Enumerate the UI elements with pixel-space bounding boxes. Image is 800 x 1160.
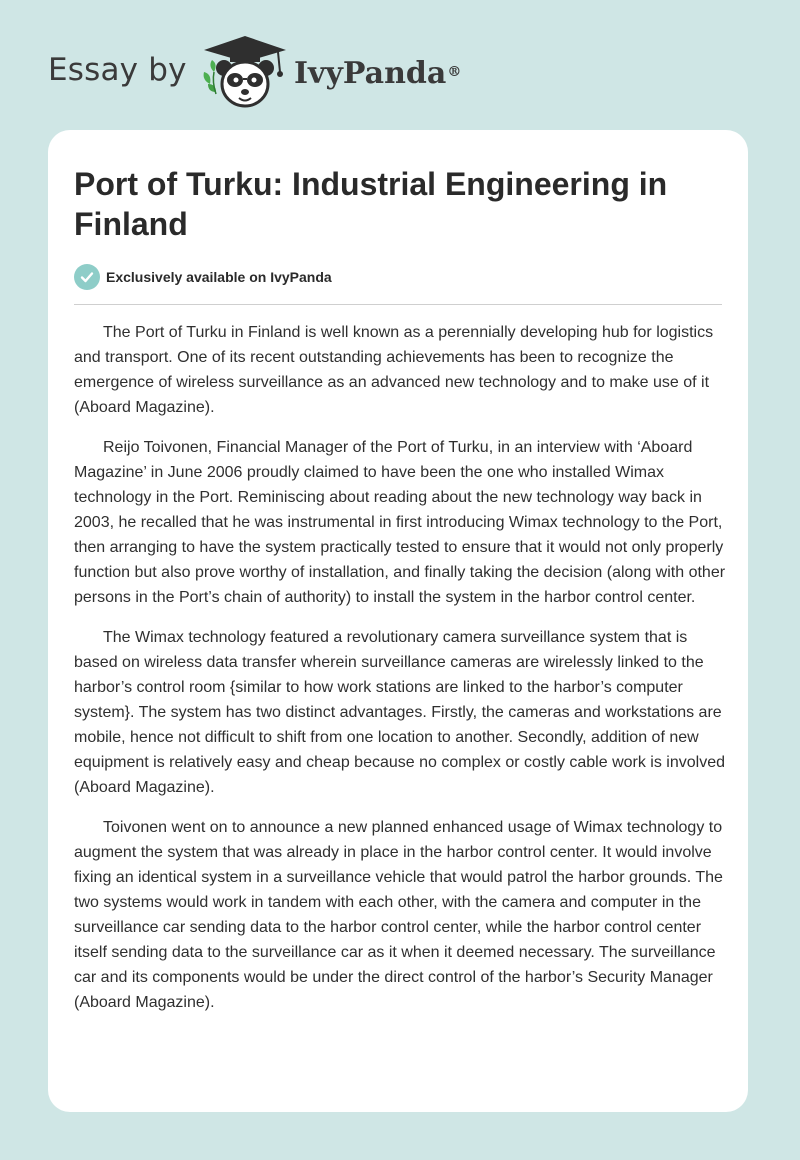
exclusive-badge	[74, 264, 332, 290]
check-icon	[74, 264, 100, 290]
ivy-leaf-icon	[204, 60, 216, 94]
divider	[74, 304, 722, 305]
essay-title: Port of Turku: Industrial Engineering in Finland	[74, 166, 668, 242]
exclusive-badge-text: Exclusively available on IvyPanda	[106, 269, 332, 285]
brand-name-text: IvyPanda	[294, 56, 447, 91]
site-header	[0, 0, 800, 120]
registered-mark: ®	[447, 64, 462, 80]
paragraph: The Wimax technology featured a revolutionary camera surveillance system that is based on wireless data transfer wherein surveillance cameras are wirelessly linked to the harbor’s control room {similar to how work stations are linked to the harbor’s computer system}. The system has two distinct advantages. Firstly, the cameras and workstations are mobile, hence not difficult to shift from one location to another. Secondly, addition of new equipment is relatively easy and cheap because no complex or costly cable work is involved (Aboard Magazine).	[74, 629, 726, 796]
paragraph: Reijo Toivonen, Financial Manager of the Port of Turku, in an interview with ‘Aboard Magazine’ in June 2006 proudly claimed to have been the one who installed Wimax technology in the Port. Reminiscing about reading about the new technology way back in 2003, he recalled that he was instrumental in first introducing Wimax technology to the Port, then arranging to have the system practically tested to ensure that it would not only properly function but also prove worthy of installation, and finally taking the decision (along with other persons in the Port’s chain of authority) to install the system in the harbor control center.	[74, 439, 726, 606]
essay-card	[48, 130, 748, 1112]
paragraph: The Port of Turku in Finland is well known as a perennially developing hub for logistics and transport. One of its recent outstanding achievements has been to recognize the emergence of wireless surveillance as an advanced new technology and to make use of it (Aboard Magazine).	[74, 324, 714, 416]
ivypanda-logo-icon[interactable]	[200, 32, 290, 112]
essay-by-label: Essay by	[48, 52, 187, 88]
paragraph: Toivonen went on to announce a new planned enhanced usage of Wimax technology to augment the system that was already in place in the harbor control center. It would involve fixing an identical system in a surveillance vehicle that would patrol the harbor grounds. The two systems would work in tandem with each other, with the camera and computer in the surveillance car sending data to the harbor control center, while the harbor control center itself sending data to the surveillance car as it when it deemed necessary. The surveillance car and its components would be under the direct control of the harbor’s Security Manager (Aboard Magazine).	[74, 819, 723, 1011]
brand-name[interactable]	[294, 54, 461, 94]
essay-body	[74, 320, 726, 1030]
